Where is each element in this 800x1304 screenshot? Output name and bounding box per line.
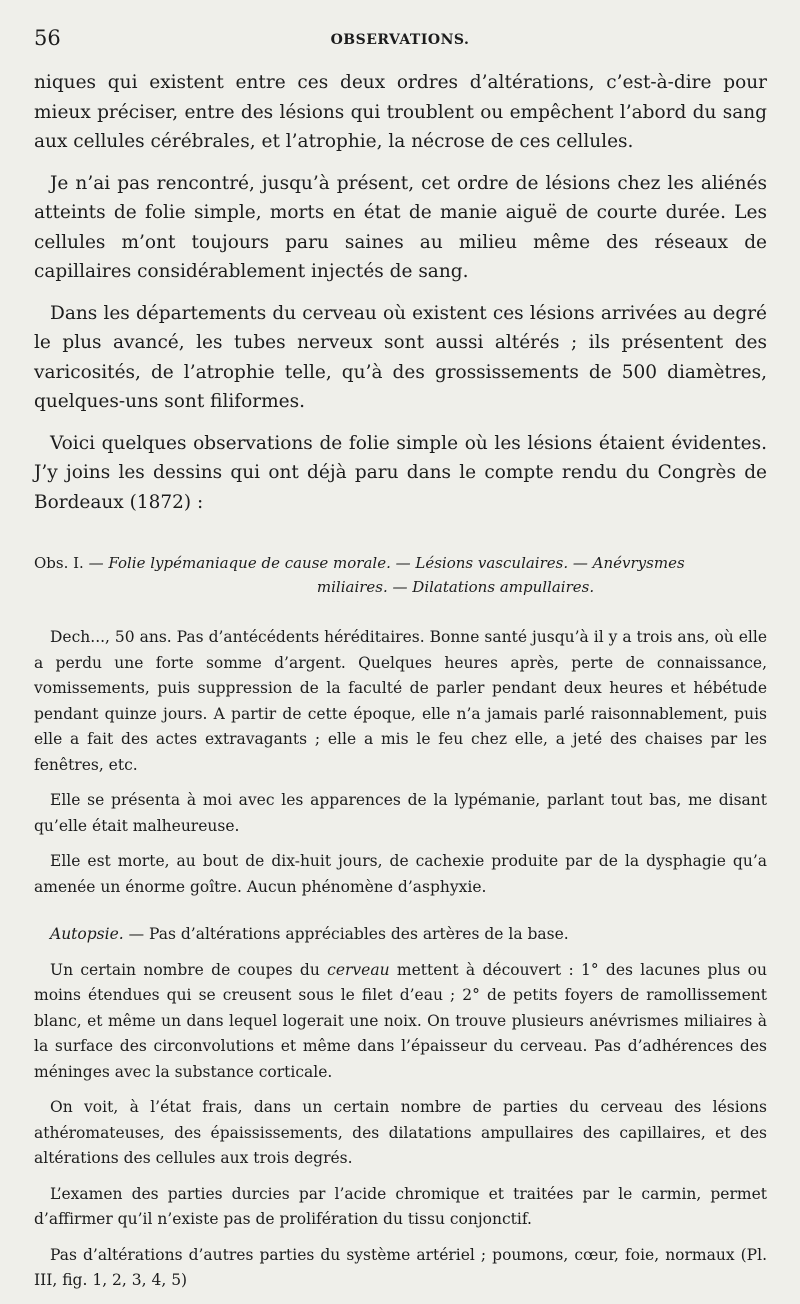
paragraph: On voit, à l’état frais, dans un certain nombre de parties du cerveau des lésions athéromateuses, des épaississements, des dilatations ampullaires des capillaires, et des altérations des cellules aux trois degrés.: [34, 1098, 767, 1167]
paragraph: niques qui existent entre ces deux ordres d’altérations, c’est-à-dire pour mieux préciser, entre des lésions qui troublent ou empêchent l’abord du sang aux cellules cérébrales, et l’atrophie, la nécrose de ces cellules.: [34, 72, 767, 152]
paragraph: Je n’ai pas rencontré, jusqu’à présent, cet ordre de lésions chez les aliénés atteints de folie simple, morts en état de manie aiguë de courte durée. Les cellules m’ont toujours paru saines au milieu même des réseaux de capillaires considérablement injectés de sang.: [34, 172, 767, 282]
paragraph: Elle est morte, au bout de dix-huit jours, de cachexie produite par de la dysphagie qu’a amenée un énorme goître. Aucun phénomène d’asphyxie.: [34, 852, 767, 896]
observation-title-line1: — Folie lypémaniaque de cause morale. — Lésions vasculaires. — Anévrysmes: [88, 554, 685, 572]
case-text: [34, 625, 767, 1294]
paragraph: [34, 958, 767, 1086]
paragraph: L’examen des parties durcies par l’acide chromique et traitées par le carmin, permet d’affirmer qu’il n’existe pas de prolifération du tissu conjonctif.: [34, 1184, 767, 1228]
observation-label: Obs. I.: [34, 554, 84, 572]
paragraph: Voici quelques observations de folie simple où les lésions étaient évidentes. J’y joins les dessins qui ont déjà paru dans le compte rendu du Congrès de Bordeaux (1872) :: [34, 432, 767, 513]
autopsy-lead: — Pas d’altérations appréciables des artères de la base.: [123, 925, 569, 943]
page-body: [34, 68, 767, 1304]
intro-text: [34, 68, 767, 517]
autopsy-paragraph: [34, 922, 767, 948]
page-number: 56: [34, 26, 61, 50]
text-run: Un certain nombre de coupes du: [50, 960, 328, 979]
paragraph: Dech..., 50 ans. Pas d’antécédents héréditaires. Bonne santé jusqu’à il y a trois ans, où elle a perdu une forte somme d’argent. Quelques heures après, perte de connaissance, vomissements, puis suppression de la faculté de parler pendant deux heures et hébétude pendant quinze jours. A partir de cette époque, elle n’a jamais parlé raisonnablement, puis elle a fait des actes extravagants ; elle a mis le feu chez elle, a jeté des chaises par les fenêtres, etc.: [34, 628, 767, 774]
observation-heading: [34, 551, 767, 599]
observation-title-line2: miliaires. — Dilatations ampullaires.: [316, 578, 595, 596]
running-title: OBSERVATIONS.: [330, 32, 470, 48]
paragraph: Dans les départements du cerveau où existent ces lésions arrivées au degré le plus avancé, les tubes nerveux sont aussi altérés ; ils présentent des varicosités, de l’atrophie telle, qu’à des grossissements de 500 diamètres, quelques-uns sont filiformes.: [34, 302, 767, 412]
page-header: [34, 22, 766, 58]
autopsy-label: Autopsie.: [50, 925, 124, 943]
italic-term: cerveau: [327, 960, 390, 979]
paragraph: Elle se présenta à moi avec les apparences de la lypémanie, parlant tout bas, me disant qu’elle était malheureuse.: [34, 791, 767, 835]
paragraph: Pas d’altérations d’autres parties du système artériel ; poumons, cœur, foie, normaux (Pl. III, fig. 1, 2, 3, 4, 5): [34, 1245, 767, 1289]
text-run: mettent à découvert : 1° des lacunes plus ou moins étendues qui se creusent sous le filet d’eau ; 2° de petits foyers de ramollissement blanc, et même un dans lequel logerait une noix. On trouve plusieurs anévrismes miliaires à la surface des circonvolutions et même dans l’épaisseur du cerveau. Pas d’adhérences des méninges avec la substance corticale.: [34, 960, 767, 1081]
